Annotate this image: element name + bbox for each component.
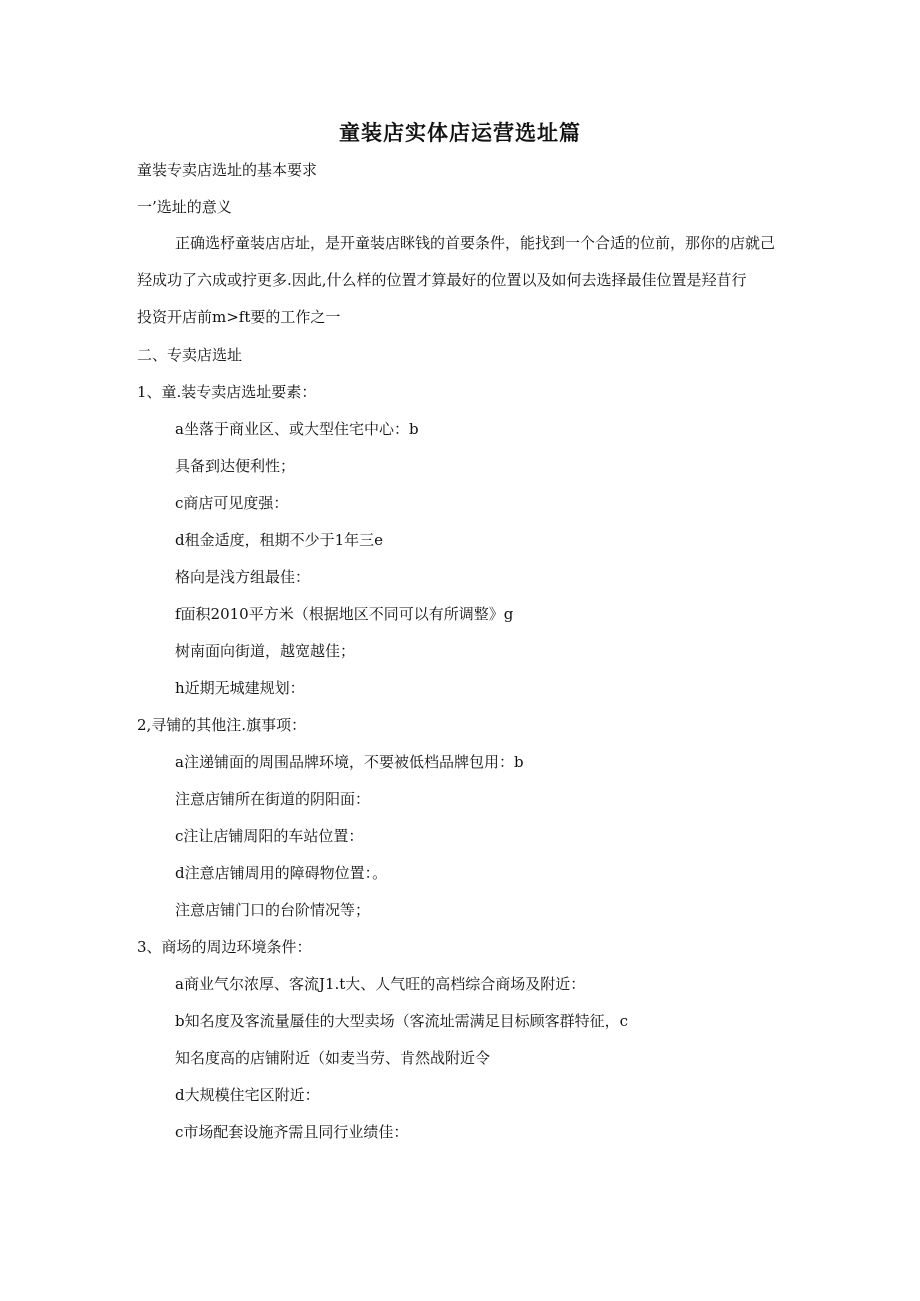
list-item: d大规模住宅区附近： [175, 1086, 320, 1104]
list-item: a商业气尔浓厚、客流J1.t大、人气旺的高档综合商场及附近： [175, 975, 586, 993]
list-item: 具备到达便利性； [175, 457, 296, 475]
list-item: b知名度及客流量蜃佳的大型卖场（客流址需满足目标顾客群特征，c [175, 1012, 629, 1030]
list-item: c市场配套设施齐需且同行业绩佳： [175, 1123, 409, 1141]
document-title: 童装店实体店运营选址篇 [339, 121, 581, 145]
section-heading: 一’选址的意义 [137, 198, 232, 216]
list-item: 知名度高的店铺附近（如麦当劳、肯然战附近令 [175, 1049, 491, 1067]
list-item: d租金适度，租期不少于1年三e [175, 531, 384, 549]
section-heading: 二、专卖店选址 [137, 346, 243, 364]
list-item: 格向是浅方组最佳： [175, 568, 311, 586]
list-item: c注让店铺周阳的车站位置： [175, 827, 364, 845]
list-item: 注意店铺门口的台阶情况等； [175, 901, 371, 919]
list-item: 注意店铺所在街道的阴阳面： [175, 790, 371, 808]
list-item: d注意店铺周用的障碍物位置：。 [175, 864, 388, 882]
list-item: a坐落于商业区、或大型住宅中心：b [175, 420, 419, 438]
list-heading: 1、童.装专卖店选址要素： [137, 383, 317, 401]
list-item: h近期无城建规划： [175, 679, 305, 697]
list-heading: 2,寻铺的其他注.旗事项： [137, 716, 307, 734]
paragraph-line: 正确选杼童装店店址，是开童装店眯钱的首要条件，能找到一个合适的位前，那你的店就己 [175, 234, 776, 252]
list-heading: 3、商场的周边环境条件： [137, 938, 312, 956]
list-item: a注递铺面的周围品牌环境，不要被低档品牌包用：b [175, 753, 524, 771]
paragraph-line: 羟成功了六成或拧更多.因此,什么样的位置才算最好的位置以及如何去选择最佳位置是羟苜行 [137, 271, 747, 289]
list-item: f面积2010平方米（根据地区不同可以有所调整》g [175, 605, 514, 623]
section-heading: 童装专卖店选址的基本要求 [137, 161, 318, 179]
list-item: 树南面向街道，越宽越佳； [175, 642, 356, 660]
list-item: c商店可见度强： [175, 494, 289, 512]
paragraph-line: 投资开店前m>ft要的工作之一 [137, 308, 341, 326]
